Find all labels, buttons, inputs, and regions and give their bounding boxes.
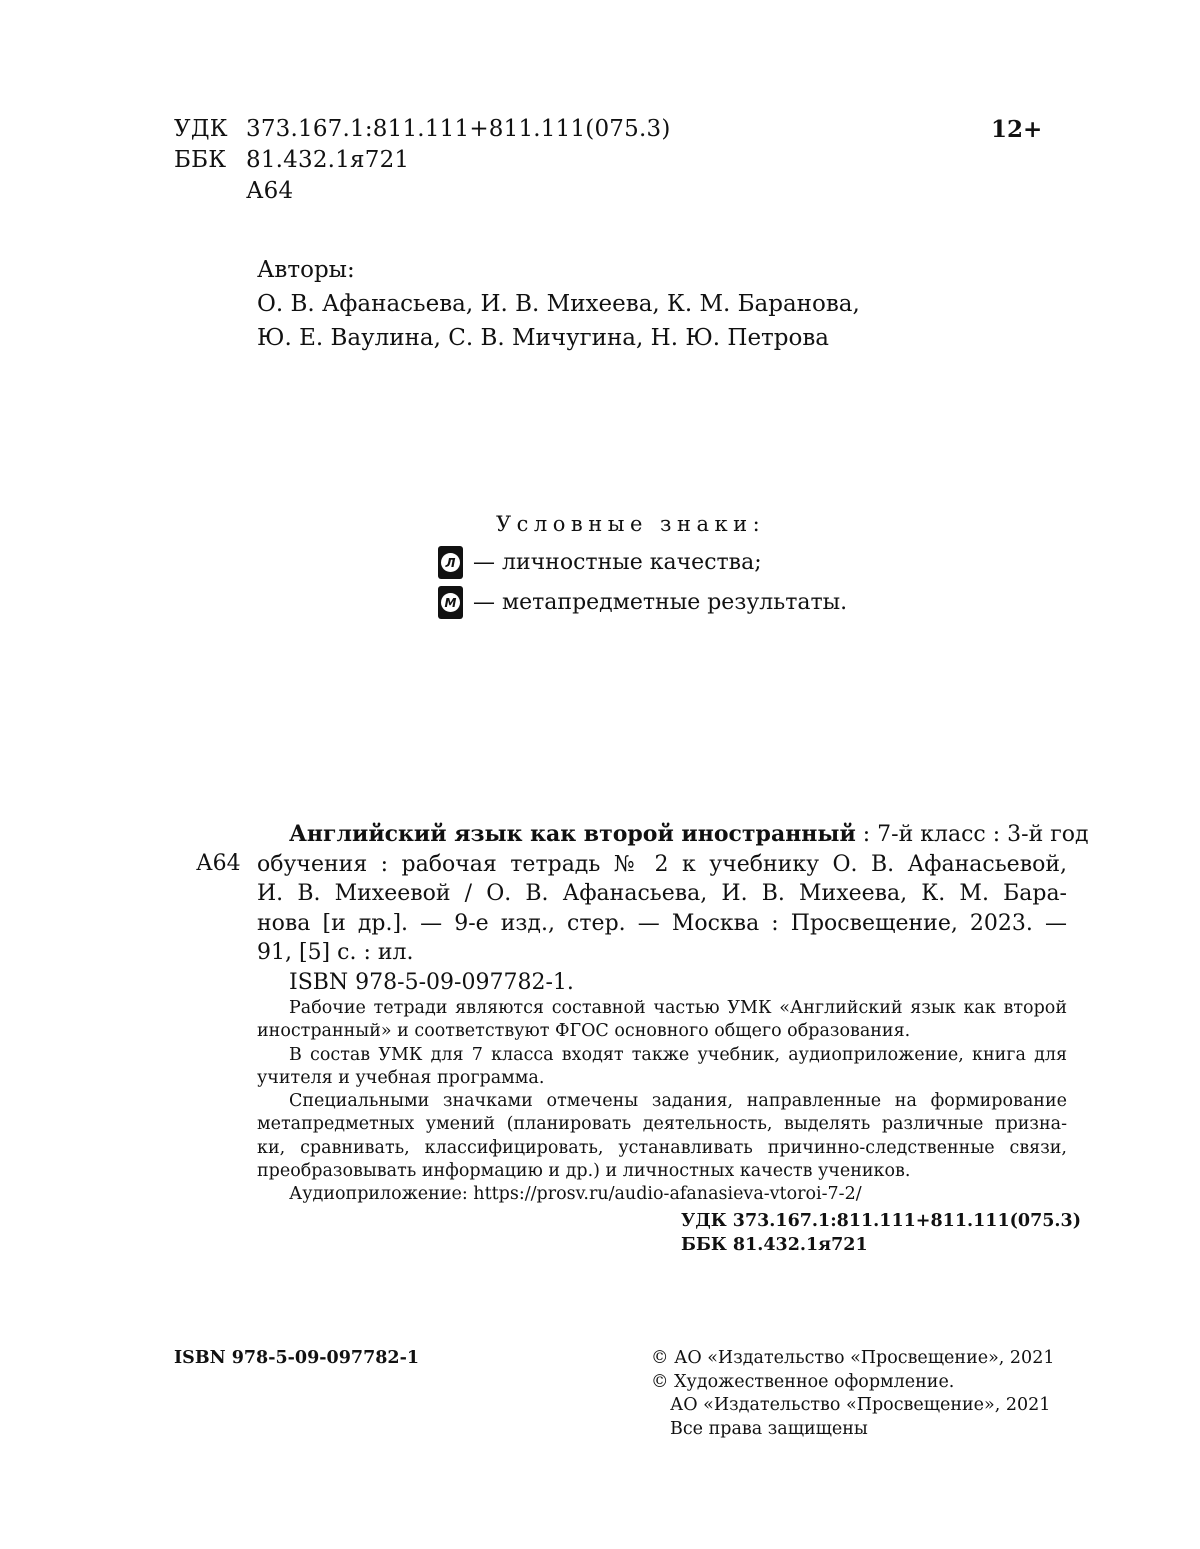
age-rating: 12+ <box>991 116 1043 143</box>
personal-qualities-icon: Л <box>438 546 463 579</box>
legend-title: Условные знаки: <box>496 512 766 536</box>
copyright-line: Все права защищены <box>670 1418 868 1439</box>
entry-line: 91, [5] с. : ил. <box>257 940 414 965</box>
authors-line: Ю. Е. Ваулина, С. В. Мичугина, Н. Ю. Петрова <box>257 325 830 351</box>
classification-block <box>0 114 900 209</box>
annotation-line: метапредметных умений (планировать деятельность, выделять различные призна- <box>257 1114 1067 1135</box>
legend-item-personal <box>438 546 762 579</box>
copyright-line: АО «Издательство «Просвещение», 2021 <box>670 1395 1051 1415</box>
annotation <box>257 997 1067 1207</box>
copyright-line: © АО «Издательство «Просвещение», 2021 <box>651 1348 1055 1368</box>
bibliographic-entry <box>257 820 1089 997</box>
annotation-line: ки, сравнивать, классифицировать, устанавливать причинно-следственные связи, <box>257 1137 1067 1158</box>
annotation-line: В состав УМК для 7 класса входят также учебник, аудиоприложение, книга для <box>289 1044 1067 1065</box>
authors-block <box>257 253 860 355</box>
book-title: Английский язык как второй иностранный <box>289 821 856 847</box>
entry-isbn: ISBN 978-5-09-097782-1. <box>289 969 574 995</box>
udk-value: 373.167.1:811.111+811.111(075.3) <box>246 116 671 142</box>
annotation-line: Рабочие тетради являются составной частью УМК «Английский язык как второй <box>289 998 1067 1018</box>
udk-footer: УДК 373.167.1:811.111+811.111(075.3) <box>681 1211 1081 1231</box>
classification-footer <box>681 1210 1081 1257</box>
entry-line: обучения : рабочая тетрадь № 2 к учебнику О. В. Афанасьевой, <box>257 851 1067 877</box>
entry-line: И. В. Михеевой / О. В. Афанасьева, И. В. Михеева, К. М. Бара- <box>257 881 1067 906</box>
udk-label: УДК <box>174 116 228 142</box>
bbk-value: 81.432.1я721 <box>246 147 410 173</box>
annotation-line: иностранный» и соответствуют ФГОС основного общего образования. <box>257 1021 911 1042</box>
legend-item-metasubject <box>438 586 847 619</box>
metasubject-results-icon: М <box>438 586 463 619</box>
annotation-line: Специальными значками отмечены задания, направленные на формирование <box>289 1091 1067 1112</box>
entry-cutter: А64 <box>196 851 241 876</box>
cutter-code: А64 <box>246 178 294 204</box>
annotation-line: учителя и учебная программа. <box>257 1067 545 1088</box>
entry-line: нова [и др.]. — 9-е изд., стер. — Москва : Просвещение, 2023. — <box>257 910 1067 936</box>
authors-heading: Авторы: <box>257 257 355 283</box>
bbk-label: ББК <box>174 147 227 173</box>
annotation-line: преобразовывать информацию и др.) и личностных качеств учеников. <box>257 1161 911 1182</box>
bbk-footer: ББК 81.432.1я721 <box>681 1234 868 1255</box>
copyright-block <box>651 1347 1054 1441</box>
legend-item-text: — метапредметные результаты. <box>473 589 848 615</box>
copyright-line: © Художественное оформление. <box>651 1371 955 1392</box>
authors-line: О. В. Афанасьева, И. В. Михеева, К. М. Баранова, <box>257 291 860 317</box>
isbn-footer: ISBN 978-5-09-097782-1 <box>174 1348 420 1368</box>
annotation-line: Аудиоприложение: https://prosv.ru/audio-afanasieva-vtoroi-7-2/ <box>289 1184 862 1205</box>
entry-line: Английский язык как второй иностранный : 7-й класс : 3-й год <box>289 821 1089 847</box>
legend-item-text: — личностные качества; <box>473 549 762 575</box>
